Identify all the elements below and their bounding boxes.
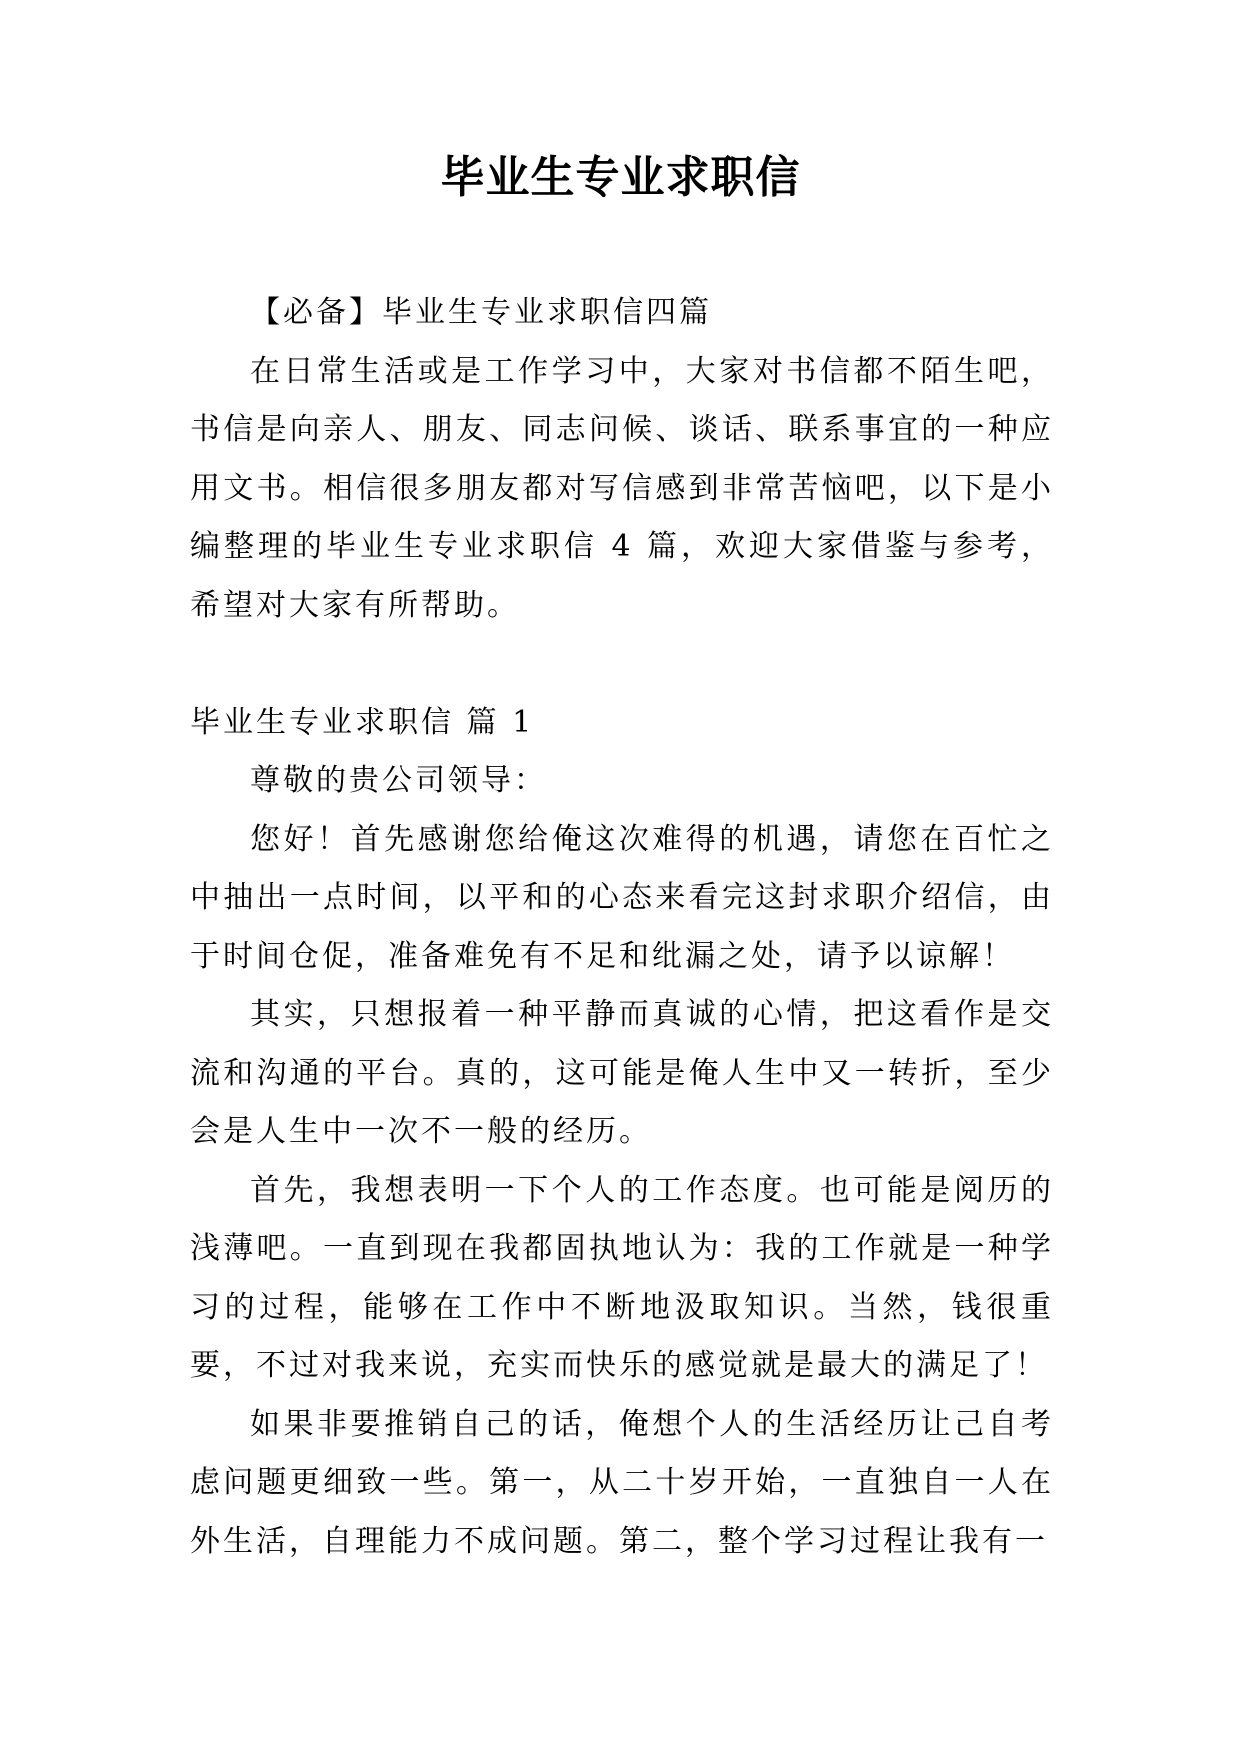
body-paragraph: 首先，我想表明一下个人的工作态度。也可能是阅历的浅薄吧。一直到现在我都固执地认为：我的工作就是一种学习的过程，能够在工作中不断地汲取知识。当然，钱很重要，不过对我来说，充实而快乐的感觉就是最大的满足了！ <box>190 1172 1054 1383</box>
body-paragraph: 如果非要推销自己的话，俺想个人的生活经历让己自考虑问题更细致一些。第一，从二十岁开始，一直独自一人在外生活，自理能力不成问题。第二，整个学习过程让我有一 <box>190 1406 1054 1559</box>
spacer <box>190 635 1054 694</box>
document-title: 毕业生专业求职信 <box>440 152 801 203</box>
intro-paragraph: 在日常生活或是工作学习中，大家对书信都不陌生吧，书信是向亲人、朋友、同志问候、谈话、联系事宜的一种应用文书。相信很多朋友都对写信感到非常苦恼吧，以下是小编整理的毕业生专业求职信 4 篇，欢迎大家借鉴与参考，希望对大家有所帮助。 <box>190 353 1054 623</box>
document-subtitle: 【必备】毕业生专业求职信四篇 <box>250 295 712 330</box>
body-paragraph: 其实，只想报着一种平静而真诚的心情，把这看作是交流和沟通的平台。真的，这可能是俺人生中又一转折，至少会是人生中一次不一般的经历。 <box>190 997 1054 1149</box>
section-heading: 毕业生专业求职信 篇 1 <box>190 704 535 740</box>
salutation: 尊敬的贵公司领导： <box>250 763 547 798</box>
document-body <box>190 284 1054 1571</box>
body-paragraph: 您好！首先感谢您给俺这次难得的机遇，请您在百忙之中抽出一点时间，以平和的心态来看完这封求职介绍信，由于时间仓促，准备难免有不足和纰漏之处，请予以谅解！ <box>190 821 1054 974</box>
